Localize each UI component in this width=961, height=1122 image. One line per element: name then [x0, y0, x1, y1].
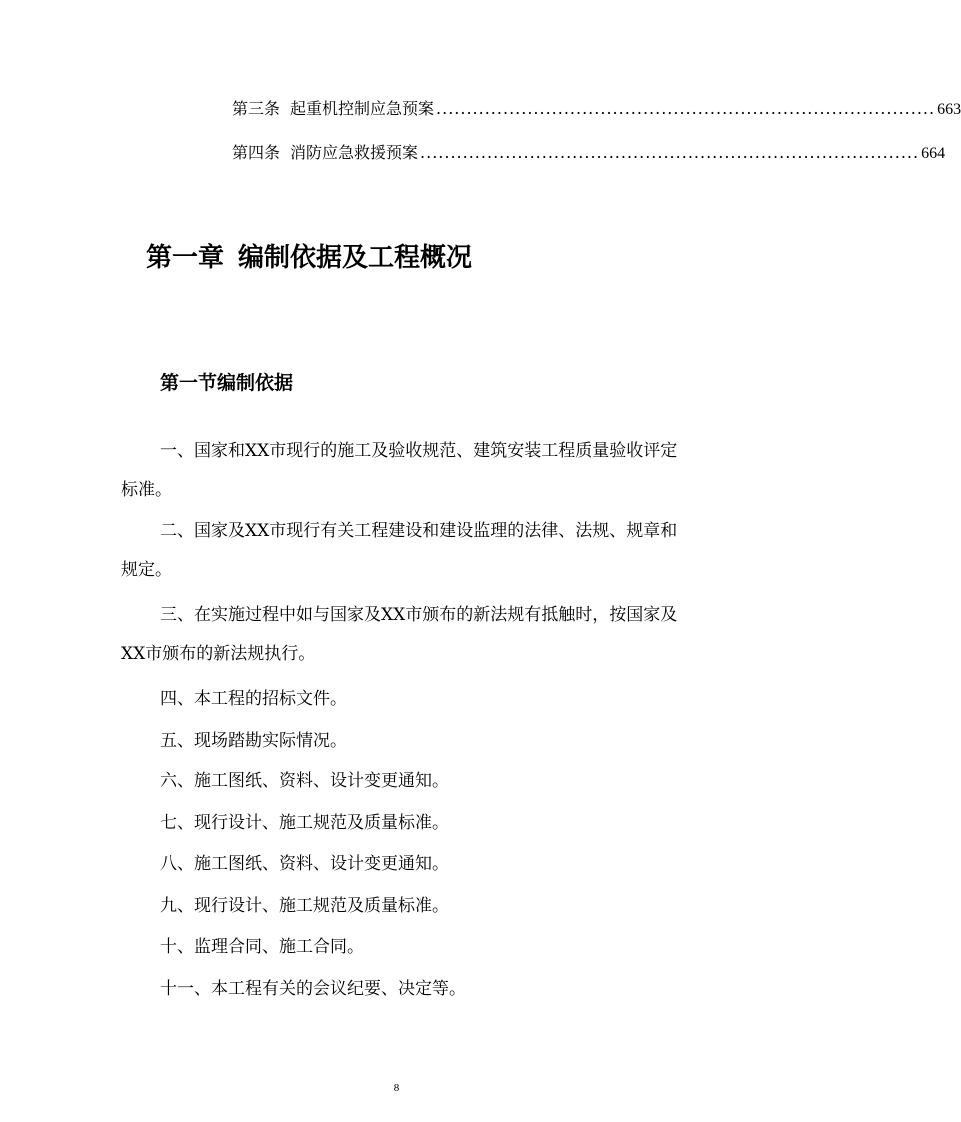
- list-item: 十一、本工程有关的会议纪要、决定等。: [160, 979, 466, 999]
- list-item: 四、本工程的招标文件。: [160, 689, 347, 709]
- toc-entry-prefix: 第四条: [232, 143, 281, 162]
- toc-entry-prefix: 第三条: [232, 99, 281, 118]
- toc-entry[interactable]: [232, 96, 961, 122]
- list-item: 七、现行设计、施工规范及质量标准。: [160, 813, 449, 833]
- chapter-title-text: 编制依据及工程概况: [238, 243, 473, 273]
- toc-entry-title: 起重机控制应急预案: [290, 99, 435, 118]
- body-paragraph: 三、在实施过程中如与国家及XX市颁布的新法规有抵触时，按国家及XX市颁布的新法规执行。: [121, 605, 678, 664]
- list-item: 五、现场踏勘实际情况。: [160, 731, 347, 751]
- section-heading: 第一节编制依据: [160, 372, 294, 394]
- list-item: 六、施工图纸、资料、设计变更通知。: [160, 771, 449, 791]
- toc-leader-dots: ..................................................................................: [420, 143, 920, 162]
- toc-leader-dots: ..................................................................................: [436, 99, 936, 118]
- list-item: 十、监理合同、施工合同。: [160, 937, 364, 957]
- toc-entry-page: 663: [937, 101, 961, 118]
- toc-entry[interactable]: [232, 140, 946, 166]
- list-item: 八、施工图纸、资料、设计变更通知。: [160, 854, 449, 874]
- body-paragraph: 二、国家及XX市现行有关工程建设和建设监理的法律、法规、规章和规定。: [121, 521, 678, 580]
- body-paragraph: 一、国家和XX市现行的施工及验收规范、建筑安装工程质量验收评定标准。: [121, 441, 678, 500]
- chapter-heading: [146, 238, 472, 278]
- page-number: 8: [393, 1082, 400, 1094]
- chapter-number: 第一章: [146, 243, 225, 273]
- toc-entry-title: 消防应急救援预案: [290, 143, 419, 162]
- toc-entry-page: 664: [921, 145, 946, 162]
- list-item: 九、现行设计、施工规范及质量标准。: [160, 896, 449, 916]
